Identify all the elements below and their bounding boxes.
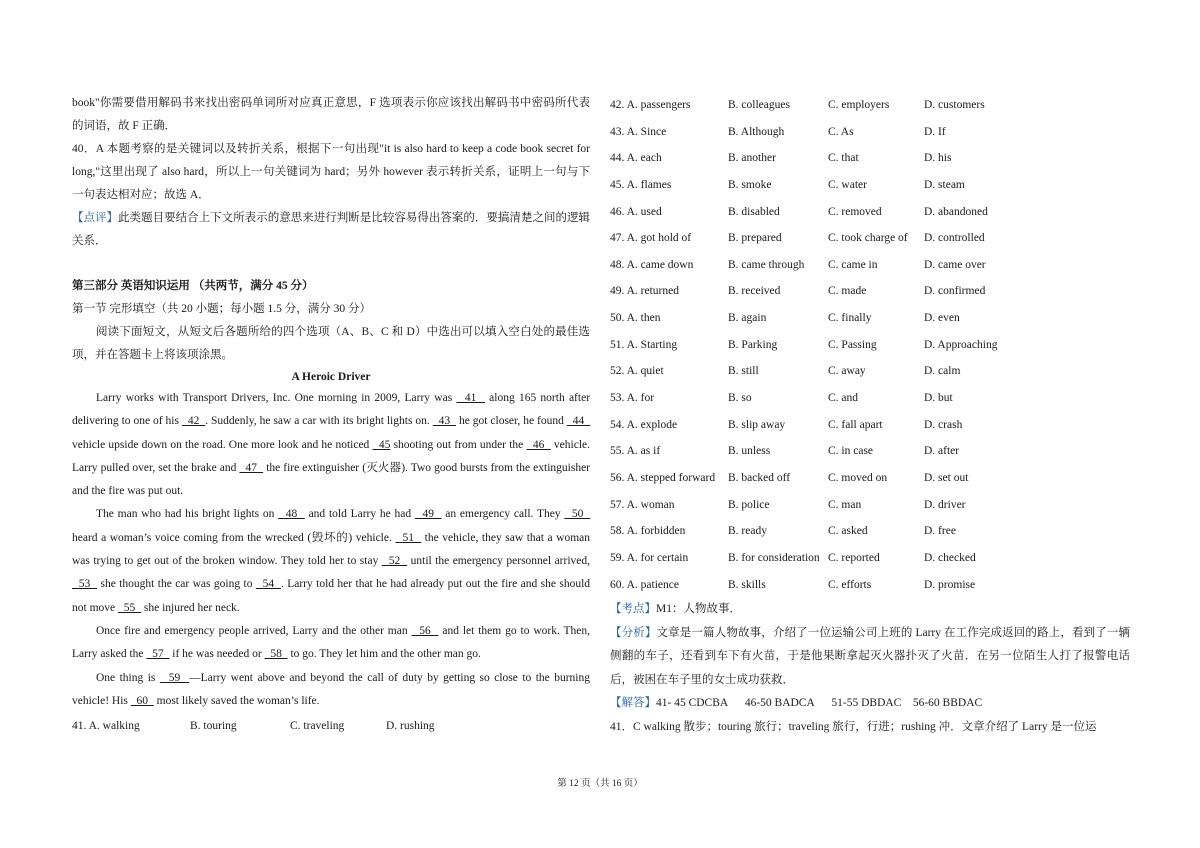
answer-blank: 57 (146, 648, 170, 661)
option-b: B. skills (728, 578, 766, 591)
option-b: B. Although (728, 125, 785, 138)
option-row (610, 332, 1130, 359)
option-c: C. traveling (290, 720, 345, 733)
option-c: C. moved on (828, 471, 888, 484)
option-b: B. received (728, 285, 781, 298)
option-d: D. after (924, 445, 960, 458)
option-a: 58. A. forbidden (610, 525, 686, 538)
option-row (610, 545, 1130, 572)
comment-text: 此类题目要结合上下文所表示的意思来进行判断是比较容易得出答案的．要搞清楚之间的逻辑关系． (72, 212, 590, 247)
story-text: the vehicle, they saw that a woman was trying to get out of the broken window. They told her to stay (72, 531, 591, 568)
option-d: D. If (924, 125, 946, 138)
answer-blank: 42 (181, 415, 206, 428)
left-column (72, 92, 590, 740)
answer-blank: 49 (414, 508, 442, 521)
option-row (610, 492, 1130, 519)
story-text: The man who had his bright lights on (96, 508, 279, 521)
story-text: and told Larry he had (304, 508, 415, 521)
option-c: C. finally (828, 312, 872, 325)
story-text: vehicle. Larry pulled over, set the brake and (72, 438, 591, 474)
option-c: C. man (828, 498, 862, 511)
option-b: B. again (728, 312, 767, 325)
option-b: B. prepared (728, 232, 782, 245)
option-c: C. removed (828, 205, 882, 218)
answer-blank: 47 (239, 461, 264, 474)
option-row (610, 572, 1130, 599)
option-row (610, 119, 1130, 146)
story-paragraph-1 (72, 387, 590, 503)
answer-blank: 60 (130, 694, 154, 707)
sub-heading: 第一节 完形填空（共 20 小题；每小题 1.5 分，满分 30 分） (72, 303, 371, 315)
option-c: C. reported (828, 551, 880, 564)
option-a: 55. A. as if (610, 445, 661, 458)
story-paragraph-2 (72, 503, 590, 619)
comment-tag: 【点评】 (72, 212, 119, 224)
intro-line-2: 40．A 本题考察的是关键词以及转折关系，根据下一句出现"it is also hard to keep a code book secret for long,"这里出现了 also hard，所以上一句关键词为 hard；另外 however 表示转折关系，证明上一句与下一句表达相对应；故选 A． (72, 143, 590, 201)
option-c: C. asked (828, 525, 868, 538)
option-d: D. driver (924, 498, 966, 511)
story-text: Once fire and emergency people arrived, Larry and the other man (96, 624, 412, 637)
option-d: D. crash (924, 418, 963, 431)
option-d: D. customers (924, 99, 985, 111)
option-d: D. controlled (924, 232, 985, 245)
story-text: to go. They let him and the other man go. (287, 648, 481, 661)
story-paragraph-3 (72, 620, 590, 667)
option-c: C. in case (828, 445, 874, 458)
option-b: B. still (728, 365, 759, 378)
option-row (610, 225, 1130, 252)
option-d: D. came over (924, 258, 986, 271)
option-c: C. that (828, 152, 859, 165)
option-a: 41. A. walking (72, 720, 140, 733)
story-text: Larry works with Transport Drivers, Inc. One morning in 2009, Larry was (96, 392, 457, 404)
option-b: B. slip away (728, 418, 786, 431)
answer-blank: 54 (255, 578, 281, 591)
answer-blank: 46 (526, 438, 551, 451)
option-b: B. so (728, 392, 752, 405)
option-d: D. promise (924, 578, 976, 591)
option-c: C. away (828, 365, 866, 378)
answer-blank: 43 (432, 415, 456, 428)
option-a: 42. A. passengers (610, 99, 691, 111)
story-text: she thought the car was going to (97, 578, 256, 591)
story (72, 387, 590, 713)
answer-blank: 45 (372, 438, 391, 451)
answer-blank: 56 (411, 624, 439, 637)
story-paragraph-4 (72, 667, 590, 714)
story-text: and let them go to work. Then, Larry asked the (72, 624, 591, 661)
option-a: 46. A. used (610, 205, 662, 218)
option-d: D. calm (924, 365, 961, 378)
option-a: 52. A. quiet (610, 365, 664, 378)
option-row (610, 92, 1130, 119)
option-b: B. another (728, 152, 776, 165)
option-d: D. set out (924, 471, 969, 484)
story-text: . Suddenly, he saw a car with its bright lights on. (205, 415, 433, 428)
fenxi-text: 文章是一篇人物故事，介绍了一位运输公司上班的 Larry 在工作完成返回的路上，看到了一辆侧翻的车子，还看到车下有火苗，于是他果断拿起灭火器扑灭了火苗．在另一位陌生人打了报警电话后，被困在车子里的女士成功获救． (610, 626, 1130, 686)
jieda-tag: 【解答】 (610, 697, 656, 710)
jieda-text: 41- 45 CDCBA 46-50 BADCA 51-55 DBDAC 56-60 BBDAC (656, 697, 983, 710)
answer-blank: 55 (118, 601, 141, 614)
option-row (610, 465, 1130, 492)
option-a: 51. A. Starting (610, 338, 678, 351)
option-row (610, 172, 1130, 199)
option-d: D. his (924, 152, 952, 165)
option-a: 60. A. patience (610, 578, 679, 591)
option-a: 49. A. returned (610, 285, 679, 298)
option-row (610, 199, 1130, 226)
option-row (610, 252, 1130, 279)
option-b: B. backed off (728, 471, 791, 484)
option-b: B. smoke (728, 178, 772, 191)
story-text: —Larry went above and beyond the call of duty by getting so close to the burning vehicle! His (72, 671, 590, 707)
story-text: most likely saved the woman’s life. (153, 694, 320, 707)
option-a: 48. A. came down (610, 258, 694, 271)
option-a: 50. A. then (610, 312, 661, 325)
option-d: D. but (924, 392, 953, 405)
option-row (610, 438, 1130, 465)
intro-line-1: book"你需要借用解码书来找出密码单词所对应真正意思，F 选项表示你应该找出解码书中密码所代表的词语，故 F 正确． (72, 97, 590, 132)
options-list (610, 92, 1130, 598)
option-a: 54. A. explode (610, 418, 678, 431)
option-a: 53. A. for (610, 392, 655, 405)
question-41-options (72, 713, 590, 740)
answer-blank: 50 (564, 508, 591, 521)
answer-blank: 41 (456, 392, 485, 404)
story-text: along 165 north after delivering to one of his (72, 392, 591, 428)
fenxi-tag: 【分析】 (610, 626, 657, 639)
option-b: B. ready (728, 525, 767, 538)
answer-blank: 52 (381, 555, 408, 568)
option-d: D. steam (924, 178, 965, 191)
kaodian-tag: 【考点】 (610, 603, 656, 616)
right-column (610, 92, 1130, 739)
option-b: B. police (728, 498, 770, 511)
option-a: 59. A. for certain (610, 551, 689, 564)
option-b: B. Parking (728, 338, 778, 351)
option-a: 43. A. Since (610, 125, 667, 138)
option-c: C. and (828, 392, 859, 405)
jieda (610, 692, 1130, 716)
option-d: D. Approaching (924, 338, 998, 351)
section-heading: 第三部分 英语知识运用 （共两节，满分 45 分） (72, 280, 314, 292)
answer-blank: 58 (264, 648, 288, 661)
fenxi (610, 622, 1130, 693)
page-footer: 第 12 页（共 16 页） (557, 779, 643, 789)
option-row (610, 145, 1130, 172)
option-d: D. confirmed (924, 285, 986, 298)
option-row (610, 412, 1130, 439)
kaodian-text: M1：人物故事． (656, 603, 741, 616)
story-text: if he was needed or (169, 648, 265, 661)
story-text: until the emergency personnel arrived, (407, 555, 591, 568)
option-a: 44. A. each (610, 152, 662, 165)
option-d: D. even (924, 312, 960, 325)
option-c: C. efforts (828, 578, 872, 591)
option-c: C. Passing (828, 338, 877, 351)
story-text: shooting out from under the (390, 438, 527, 451)
story-text: vehicle upside down on the road. One more look and he noticed (72, 438, 373, 451)
option-row (610, 358, 1130, 385)
story-text: heard a woman’s voice coming from the wrecked (毁坏的) vehicle. (72, 531, 396, 544)
option-b: B. touring (190, 720, 237, 733)
story-text: the fire extinguisher (灭火器). Two good bursts from the extinguisher and the fire was put out. (72, 461, 591, 498)
option-c: C. made (828, 285, 867, 298)
option-b: B. colleagues (728, 99, 790, 111)
option-c: C. water (828, 178, 867, 191)
story-text: . Larry told her that he had already put out the fire and she should not move (72, 578, 591, 614)
option-d: D. rushing (386, 720, 435, 733)
option-row (610, 278, 1130, 305)
option-a: 57. A. woman (610, 498, 675, 511)
story-text: One thing is (96, 671, 160, 684)
option-b: B. came through (728, 258, 805, 271)
answer-blank: 48 (278, 508, 305, 521)
option-b: B. disabled (728, 205, 780, 218)
comment (72, 207, 590, 253)
option-d: D. free (924, 525, 956, 538)
answer-blank: 44 (566, 415, 591, 428)
option-a: 47. A. got hold of (610, 232, 692, 245)
instruction: 阅读下面短文，从短文后各题所给的四个选项（A、B、C 和 D）中选出可以填入空白处的最佳选项，并在答题卡上将该项涂黑。 (72, 326, 590, 361)
option-d: D. abandoned (924, 205, 988, 218)
option-c: C. took charge of (828, 232, 908, 245)
story-text: he got closer, he found (456, 415, 567, 428)
option-a: 56. A. stepped forward (610, 471, 716, 484)
option-d: D. checked (924, 551, 976, 564)
option-c: C. came in (828, 258, 878, 271)
option-row (610, 518, 1130, 545)
story-text: an emergency call. They (441, 508, 565, 521)
kaodian (610, 598, 1130, 622)
option-b: B. unless (728, 445, 771, 458)
answer-blank: 51 (395, 531, 422, 544)
option-row (610, 385, 1130, 412)
story-text: she injured her neck. (141, 601, 240, 614)
answer-section (610, 598, 1130, 739)
option-c: C. employers (828, 99, 890, 111)
option-c: C. fall apart (828, 418, 883, 431)
story-title: A Heroic Driver (291, 371, 371, 383)
option-row (610, 305, 1130, 332)
option-a: 45. A. flames (610, 178, 672, 191)
option-b: B. for consideration (728, 551, 820, 564)
answer-blank: 59 (159, 671, 190, 684)
answer-blank: 53 (72, 578, 98, 591)
option-c: C. As (828, 125, 854, 138)
q41-explanation: 41．C walking 散步；touring 旅行；traveling 旅行，行进；rushing 冲．文章介绍了 Larry 是一位运 (610, 720, 1097, 733)
